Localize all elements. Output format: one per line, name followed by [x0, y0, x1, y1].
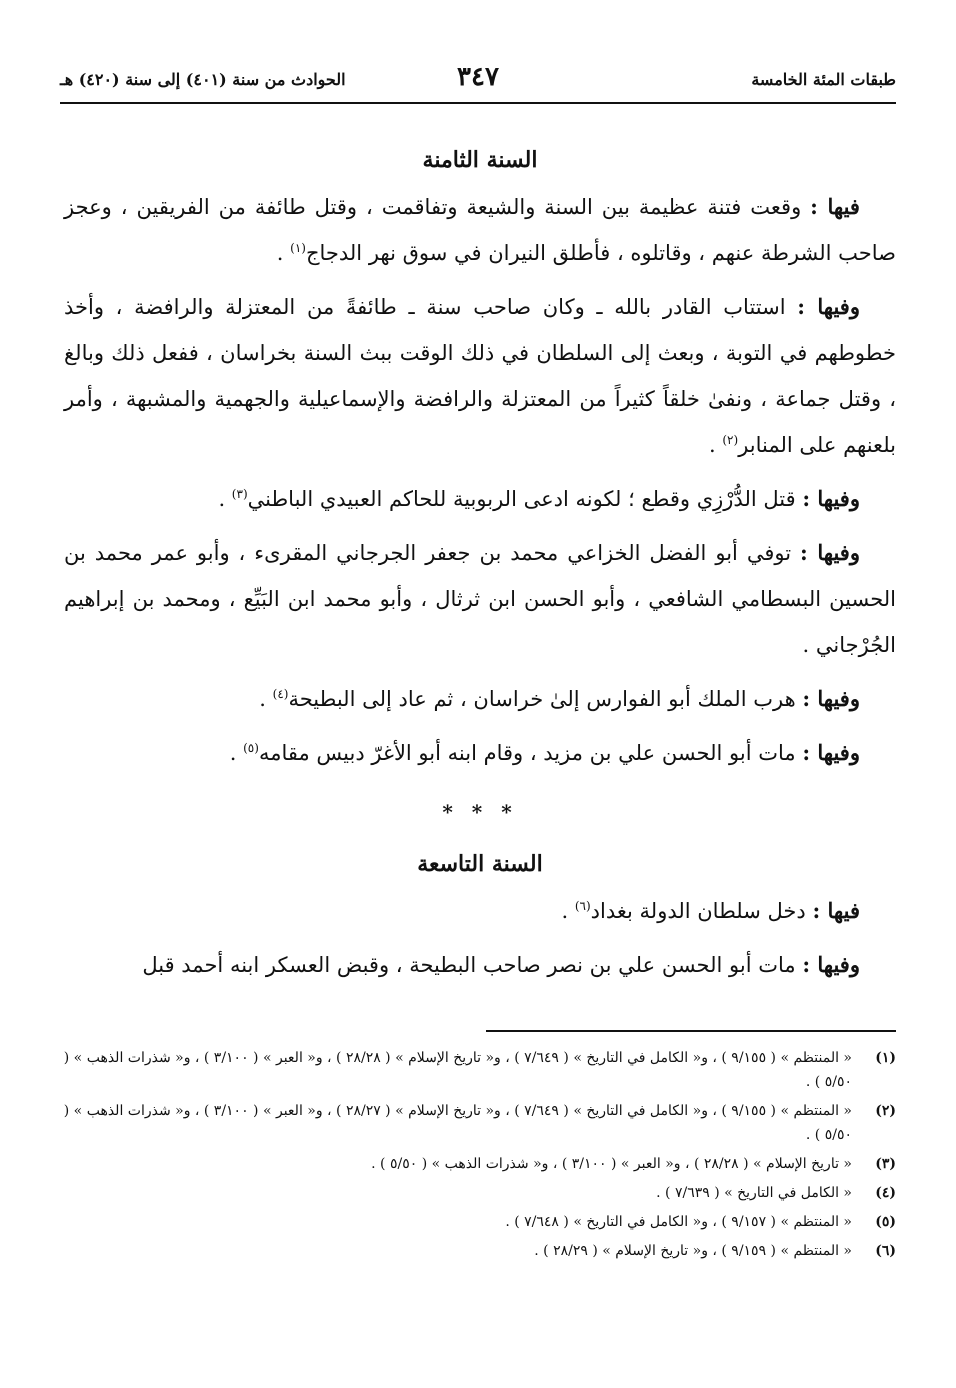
- page-number: ٣٤٧: [457, 62, 499, 92]
- page-body: [64, 140, 896, 996]
- footnote: [60, 1099, 896, 1147]
- paragraph-lead: وفيها :: [802, 486, 860, 511]
- footnote-divider: [486, 1030, 896, 1032]
- section-title-eighth-year: السنة الثامنة: [422, 147, 538, 173]
- footnote-number: (٦): [875, 1243, 896, 1259]
- footnote: [60, 1210, 896, 1234]
- paragraph-text: استتاب القادر بالله ـ وكان صاحب سنة ـ طائفةً من المعتزلة والرافضة ، وأخذ خطوطهم في التوبة ، وبعث إلى السلطان في ذلك الوقت ببث السنة بخراسان ، ففعل ذلك وبالغ ، وقتل جماعة ، ونفىٰ خلقاً كثيراً من المعتزلة والرافضة والإسماعيلية والجهمية والمشبهة ، وأمر بلعنهم على المنابر: [64, 295, 896, 457]
- footnote-text: « المنتظم » ( ٩/١٥٥ ) ، و« الكامل في التاريخ » ( ٧/٦٤٩ ) ، و« تاريخ الإسلام » ( ٢٨/٢٨ ) ، و« العبر » ( ٣/١٠٠ ) ، و« شذرات الذهب » ( ٥/٥٠ ) .: [63, 1050, 852, 1090]
- footnote-number: (٢): [875, 1103, 896, 1119]
- footnote-text: « المنتظم » ( ٩/١٥٩ ) ، و« تاريخ الإسلام » ( ٢٨/٢٩ ) .: [534, 1243, 852, 1259]
- paragraph: [64, 676, 896, 722]
- running-header: [60, 62, 896, 104]
- paragraph-lead: فيها :: [812, 898, 860, 923]
- paragraph-text: دخل سلطان الدولة بغداد: [590, 899, 806, 923]
- footnote-ref[interactable]: (١): [290, 241, 306, 255]
- paragraph-text: وقعت فتنة عظيمة بين السنة والشيعة وتفاقمت ، وقتل طائفة من الفريقين ، وعجز صاحب الشرطة عنهم ، وقاتلوه ، فأطلق النيران في سوق نهر الدجاج: [64, 195, 896, 265]
- paragraph-tail: .: [709, 433, 723, 457]
- paragraph: [64, 888, 896, 934]
- section-separator: * * *: [442, 800, 518, 824]
- footnote-ref[interactable]: (٦): [574, 899, 591, 913]
- paragraph: [64, 530, 896, 668]
- footnote-ref[interactable]: (٣): [231, 487, 248, 501]
- paragraph-text: هرب الملك أبو الفوارس إلىٰ خراسان ، ثم عاد إلى البطيحة: [288, 687, 796, 711]
- footnote-ref[interactable]: (٤): [272, 687, 289, 701]
- paragraph: [64, 184, 896, 276]
- paragraph-text: قتل الدُّرْزِي وقطع ؛ لكونه ادعى الربوبية للحاكم العبيدي الباطني: [247, 487, 796, 511]
- footnote-number: (٥): [875, 1214, 896, 1230]
- footnote: [60, 1181, 896, 1205]
- footnote-number: (١): [875, 1050, 896, 1066]
- paragraph-lead: وفيها :: [800, 540, 860, 565]
- footnote: [60, 1239, 896, 1263]
- section-title-ninth-year: السنة التاسعة: [417, 851, 543, 877]
- paragraph-tail: .: [218, 487, 232, 511]
- footnote-text: « الكامل في التاريخ » ( ٧/٦٣٩ ) .: [656, 1185, 852, 1201]
- paragraph-text: مات أبو الحسن علي بن مزيد ، وقام ابنه أبو الأغرّ دبيس مقامه: [258, 741, 796, 765]
- paragraph: [64, 476, 896, 522]
- footnote-ref[interactable]: (٥): [243, 741, 259, 755]
- paragraph: [64, 730, 896, 776]
- paragraph: [64, 284, 896, 468]
- paragraph-tail: .: [561, 899, 575, 923]
- footnote-text: « المنتظم » ( ٩/١٥٥ ) ، و« الكامل في التاريخ » ( ٧/٦٤٩ ) ، و« تاريخ الإسلام » ( ٢٨/٢٧ ) ، و« العبر » ( ٣/١٠٠ ) ، و« شذرات الذهب » ( ٥/٥٠ ) .: [63, 1103, 852, 1143]
- footnote-ref[interactable]: (٢): [722, 433, 739, 447]
- paragraph-tail: .: [259, 687, 273, 711]
- paragraph-lead: وفيها :: [802, 740, 860, 765]
- header-chapter-title: الحوادث من سنة (٤٠١) إلى سنة (٤٢٠) هـ: [60, 70, 346, 89]
- paragraph-lead: وفيها :: [797, 294, 860, 319]
- footnotes: [60, 1046, 896, 1268]
- footnote: [60, 1152, 896, 1176]
- footnote-number: (٤): [875, 1185, 896, 1201]
- footnote: [60, 1046, 896, 1094]
- paragraph-tail: .: [276, 241, 291, 265]
- footnote-number: (٣): [875, 1156, 896, 1172]
- footnote-text: « تاريخ الإسلام » ( ٢٨/٢٨ ) ، و« العبر » ( ٣/١٠٠ ) ، و« شذرات الذهب » ( ٥/٥٠ ) .: [371, 1156, 852, 1172]
- paragraph-lead: فيها :: [810, 194, 860, 219]
- paragraph-tail: .: [229, 741, 244, 765]
- paragraph-lead: وفيها :: [802, 952, 860, 977]
- paragraph-lead: وفيها :: [802, 686, 860, 711]
- paragraph-text: توفي أبو الفضل الخزاعي محمد بن جعفر الجرجاني المقرىء ، وأبو عمر محمد بن الحسين البسطامي الشافعي ، وأبو الحسن ابن ثرثال ، وأبو محمد ابن البَيِّع ، ومحمد بن إبراهيم الجُرْجاني .: [64, 541, 896, 657]
- footnote-text: « المنتظم » ( ٩/١٥٧ ) ، و« الكامل في التاريخ » ( ٧/٦٤٨ ) .: [505, 1214, 852, 1230]
- header-book-title: طبقات المئة الخامسة: [751, 70, 896, 89]
- paragraph-text: مات أبو الحسن علي بن نصر صاحب البطيحة ، وقبض العسكر ابنه أحمد قبل: [142, 953, 796, 977]
- paragraph: [64, 942, 896, 988]
